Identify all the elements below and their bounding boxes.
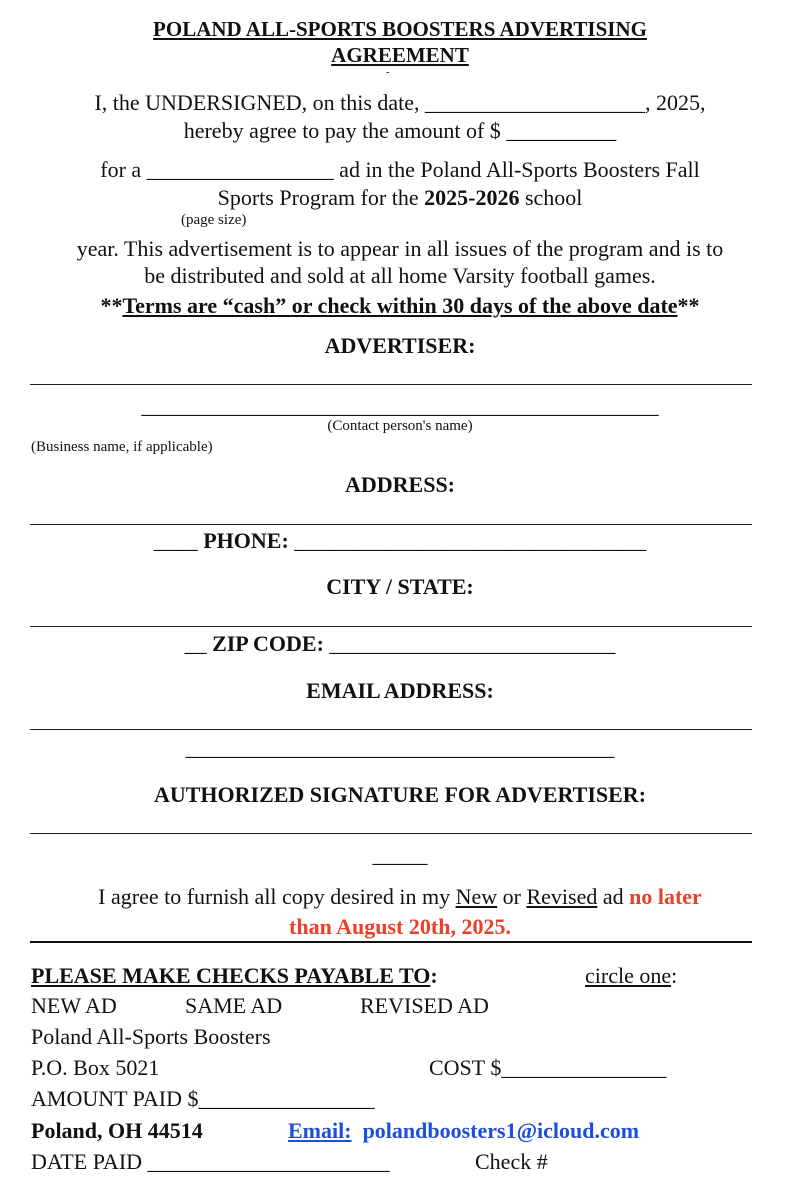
intro-line-issues: year. This advertisement is to appear in all issues of the program and is to xyxy=(76,236,724,261)
ad-option-same[interactable]: SAME AD xyxy=(185,993,283,1018)
intro-line-ad-size: for a _________________ ad in the Poland All-Sports Boosters Fall xyxy=(100,157,700,182)
city-state-heading: CITY / STATE: xyxy=(326,574,474,599)
intro-line-distribution: be distributed and sold at all home Varsity football games. xyxy=(144,263,656,288)
terms-text: Terms are “cash” or check within 30 days of the above date xyxy=(122,293,678,318)
signature-line[interactable] xyxy=(30,833,752,834)
advertiser-heading: ADVERTISER: xyxy=(324,333,476,358)
program-text-post: school xyxy=(519,185,583,210)
furnish-copy-line xyxy=(0,884,800,910)
ad-option-revised[interactable]: REVISED AD xyxy=(360,993,489,1018)
furnish-ad: ad xyxy=(597,884,630,909)
section-divider xyxy=(30,941,752,943)
signature-line-tail[interactable]: _____ xyxy=(372,842,428,867)
intro-line-date: I, the UNDERSIGNED, on this date, ____________________, 2025, xyxy=(94,90,706,115)
intro-line-program xyxy=(0,185,800,211)
address-heading: ADDRESS: xyxy=(344,472,456,497)
email-label: Email: xyxy=(288,1118,352,1143)
date-paid-field[interactable]: DATE PAID ______________________ xyxy=(31,1149,390,1174)
email-line[interactable] xyxy=(30,729,752,730)
email-line-second[interactable]: _______________________________________ xyxy=(185,735,615,760)
payee-city-state: Poland, OH 44514 xyxy=(31,1118,203,1143)
payee-organization: Poland All-Sports Boosters xyxy=(31,1024,271,1049)
email-contact xyxy=(288,1118,639,1144)
terms-stars-left: ** xyxy=(100,293,123,318)
new-option: New xyxy=(455,884,498,909)
city-line-tail[interactable]: __ xyxy=(184,631,207,656)
business-name-note: (Business name, if applicable) xyxy=(31,439,213,455)
email-link[interactable]: polandboosters1@icloud.com xyxy=(362,1118,640,1143)
deadline-text-1: no later xyxy=(629,884,702,909)
address-line[interactable] xyxy=(30,524,752,525)
intro-line-amount: hereby agree to pay the amount of $ __________ xyxy=(183,118,617,143)
contact-name-note: (Contact person's name) xyxy=(327,418,473,434)
signature-heading: AUTHORIZED SIGNATURE FOR ADVERTISER: xyxy=(153,782,647,807)
furnish-or: or xyxy=(497,884,527,909)
furnish-text: I agree to furnish all copy desired in my xyxy=(98,884,456,909)
ad-option-new[interactable]: NEW AD xyxy=(31,993,117,1018)
contact-name-line[interactable]: _______________________________________________ xyxy=(141,393,659,418)
cost-field[interactable]: COST $_______________ xyxy=(429,1055,667,1080)
payable-heading-text: PLEASE MAKE CHECKS PAYABLE TO xyxy=(31,963,431,988)
business-name-line[interactable] xyxy=(30,384,752,385)
stray-mark: - xyxy=(386,66,390,78)
page-size-note: (page size) xyxy=(181,212,247,228)
phone-row xyxy=(0,528,800,554)
zip-label: ZIP CODE: xyxy=(212,631,324,656)
document-title-line1: POLAND ALL-SPORTS BOOSTERS ADVERTISING xyxy=(153,17,647,41)
circle-one-colon: : xyxy=(671,963,678,988)
zip-row xyxy=(0,631,800,657)
document-title-line2: AGREEMENT xyxy=(331,43,469,67)
email-heading: EMAIL ADDRESS: xyxy=(306,678,494,703)
address-line-tail[interactable]: ____ xyxy=(153,528,198,553)
payable-heading xyxy=(31,963,438,989)
phone-label: PHONE: xyxy=(203,528,289,553)
revised-option: Revised xyxy=(526,884,598,909)
school-year: 2025-2026 xyxy=(424,185,520,210)
terms-stars-right: ** xyxy=(677,293,700,318)
city-state-line[interactable] xyxy=(30,626,752,627)
zip-field[interactable]: __________________________ xyxy=(329,631,616,656)
po-box: P.O. Box 5021 xyxy=(31,1055,160,1080)
circle-one-text: circle one xyxy=(585,963,672,988)
payable-colon: : xyxy=(430,963,438,988)
deadline-text-2: than August 20th, 2025. xyxy=(289,914,511,939)
phone-field[interactable]: ________________________________ xyxy=(294,528,647,553)
program-text-pre: Sports Program for the xyxy=(217,185,425,210)
payment-terms xyxy=(0,293,800,319)
circle-one-label xyxy=(585,963,677,989)
amount-paid-field[interactable]: AMOUNT PAID $________________ xyxy=(31,1086,375,1111)
check-number-field[interactable]: Check # xyxy=(475,1149,548,1174)
